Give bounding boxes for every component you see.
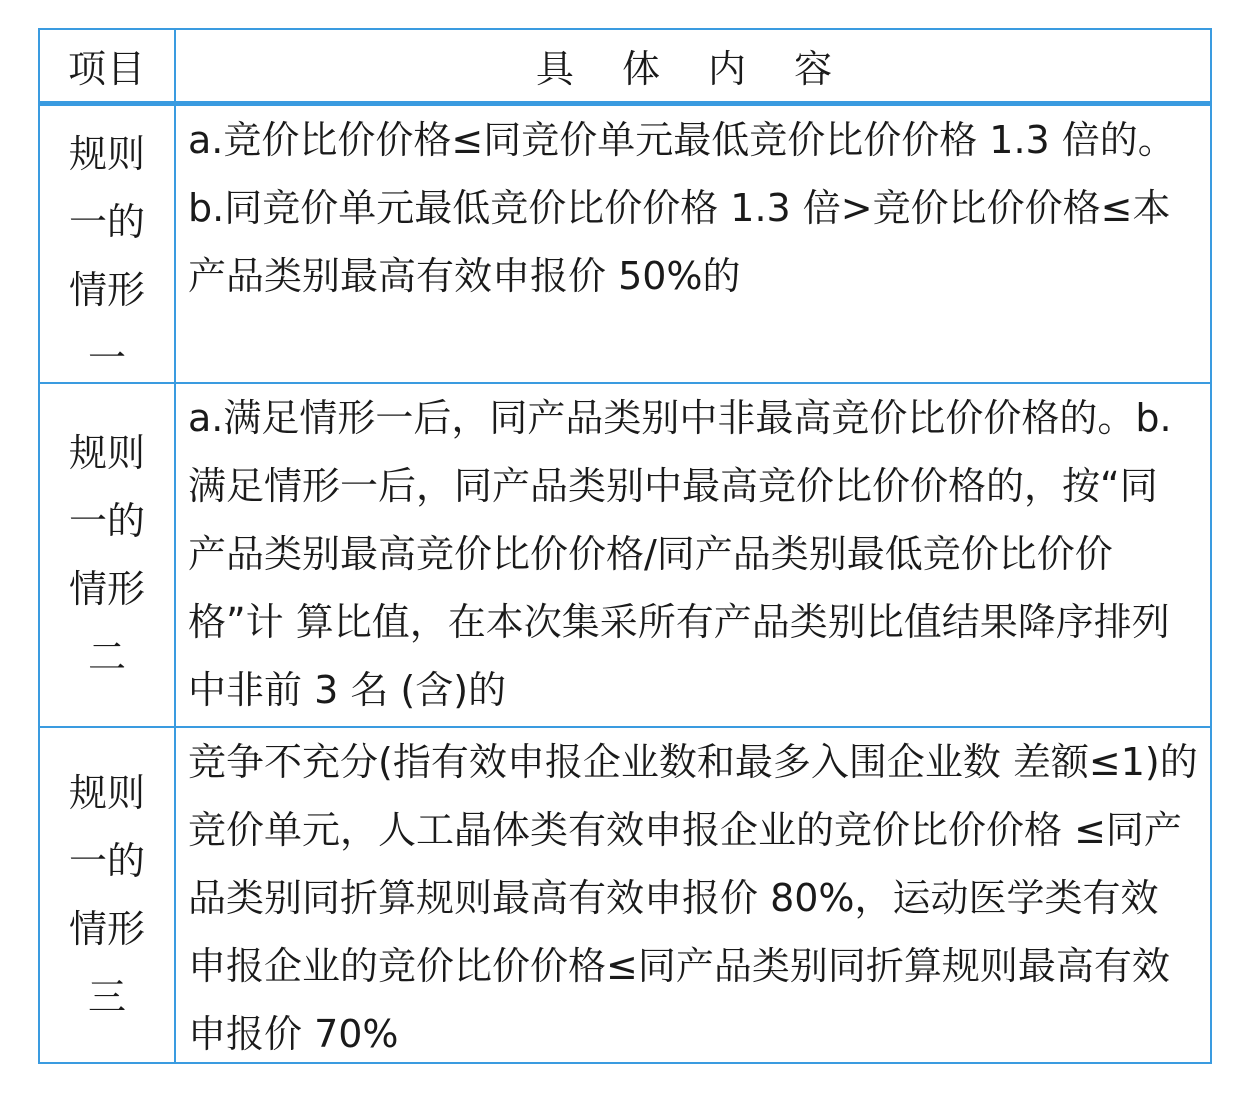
table-row <box>40 384 1210 728</box>
header-content-cell <box>176 30 1210 101</box>
rules-table <box>38 28 1212 1064</box>
table-row <box>40 106 1210 384</box>
header-content-label: 具 体 内 容 <box>535 47 851 91</box>
header-item-label: 项目 <box>67 47 146 91</box>
row-content-cell <box>176 728 1210 1062</box>
table-row <box>40 728 1210 1062</box>
table-header-row <box>40 30 1210 106</box>
row-content: a.满足情形一后，同产品类别中非最高竞价比价价格的。b.满足情形一后，同产品类别中最高竞价比价价格的，按“同 产品类别最高竞价比价价格/同产品类别最低竞价比价价格”计 算比值，在本次集采所有产品类别比值结果降序排列中非前 3 名 (含)的 <box>188 396 1172 712</box>
header-item-cell <box>40 30 174 101</box>
row-label: 规则一的情形三 <box>68 771 145 1019</box>
row-content: a.竞价比价价格≤同竞价单元最低竞价比价价格 1.3 倍的。 b.同竞价单元最低竞价比价价格 1.3 倍>竞价比价价格≤本产品类别最高有效申报价 50%的 <box>188 118 1176 298</box>
row-content-cell <box>176 106 1210 382</box>
row-label-cell <box>40 728 174 1062</box>
row-label-cell <box>40 106 174 382</box>
row-content-cell <box>176 384 1210 726</box>
row-content: 竞争不充分(指有效申报企业数和最多入围企业数 差额≤1)的竞价单元，人工晶体类有效申报企业的竞价比价价格 ≤同产品类别同折算规则最高有效申报价 80%，运动医学类有效 申报企业的竞价比价价格≤同产品类别同折算规则最高有效申报价 70% <box>188 740 1198 1056</box>
row-label: 规则一的情形一 <box>68 132 145 380</box>
row-label-cell <box>40 384 174 726</box>
row-label: 规则一的情形二 <box>68 431 145 679</box>
